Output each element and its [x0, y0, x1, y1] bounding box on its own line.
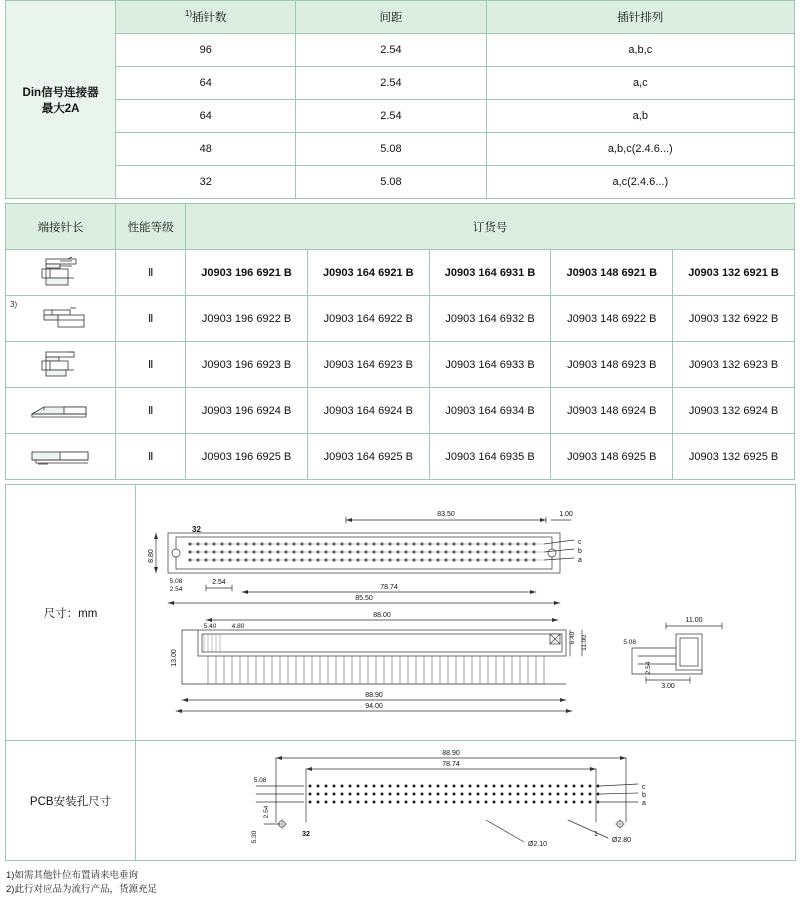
cell-grade: Ⅱ — [116, 250, 186, 296]
table-row — [6, 133, 795, 166]
order-number-table — [5, 203, 795, 480]
svg-text:Ø2.10: Ø2.10 — [527, 840, 547, 848]
svg-text:2.54: 2.54 — [262, 805, 270, 818]
cell-grade: Ⅱ — [116, 342, 186, 388]
cell-grade: Ⅱ — [116, 388, 186, 434]
svg-text:8.80: 8.80 — [147, 548, 155, 563]
spec-row-label — [6, 1, 116, 199]
cell-part-number: J0903 196 6925 B — [186, 434, 308, 480]
cell-part-number: J0903 164 6931 B — [429, 250, 551, 296]
cell-part-number: J0903 196 6924 B — [186, 388, 308, 434]
dimension-drawing-row — [6, 485, 796, 741]
cell-grade: Ⅱ — [116, 434, 186, 480]
header-footnote-mark: 1) — [184, 9, 193, 19]
svg-text:a: a — [641, 799, 646, 807]
svg-text:88.90: 88.90 — [364, 691, 383, 699]
cell-pitch: 2.54 — [296, 100, 486, 133]
cell-part-number: J0903 164 6922 B — [307, 296, 429, 342]
pcb-hole-pattern-svg — [156, 742, 776, 860]
header-pins-label: 插针数 — [192, 12, 227, 24]
svg-text:3.00: 3.00 — [660, 682, 675, 690]
cell-part-number: J0903 164 6934 B — [429, 388, 551, 434]
table-row — [6, 296, 795, 342]
svg-text:c: c — [641, 783, 645, 791]
connector-dimension-svg — [146, 488, 786, 738]
cell-part-number: J0903 196 6921 B — [186, 250, 308, 296]
svg-text:32: 32 — [301, 830, 310, 838]
cell-pins: 64 — [116, 100, 296, 133]
svg-text:c: c — [577, 538, 581, 546]
cell-pins: 96 — [116, 34, 296, 67]
svg-text:2.54: 2.54 — [644, 661, 652, 674]
cell-part-number: J0903 164 6933 B — [429, 342, 551, 388]
svg-text:a: a — [577, 556, 582, 564]
table-row — [6, 34, 795, 67]
table-header-row — [6, 1, 795, 34]
pcb-drawing — [136, 741, 796, 861]
cell-part-number: J0903 132 6923 B — [673, 342, 795, 388]
table-row — [6, 434, 795, 480]
cell-pitch: 5.08 — [296, 133, 486, 166]
spec-table — [5, 0, 795, 199]
header-pitch: 间距 — [296, 1, 486, 34]
svg-text:94.00: 94.00 — [364, 702, 383, 710]
cell-pins: 64 — [116, 67, 296, 100]
table-row — [6, 342, 795, 388]
cell-part-number: J0903 148 6925 B — [551, 434, 673, 480]
svg-text:b: b — [577, 547, 582, 555]
table-row — [6, 388, 795, 434]
spec-row-label-line2: 最大2A — [41, 102, 80, 115]
table-header-row — [6, 204, 795, 250]
terminal-type-1-icon — [6, 250, 116, 296]
cell-part-number: J0903 164 6924 B — [307, 388, 429, 434]
svg-text:5.08: 5.08 — [622, 638, 636, 646]
pcb-label: PCB安装孔尺寸 — [6, 741, 136, 861]
cell-part-number: J0903 148 6923 B — [551, 342, 673, 388]
dimension-drawing — [136, 485, 796, 741]
cell-part-number: J0903 164 6935 B — [429, 434, 551, 480]
cell-arrangement: a,b,c — [486, 34, 794, 67]
svg-text:88.90: 88.90 — [441, 749, 460, 757]
svg-text:32: 32 — [191, 524, 201, 534]
terminal-type-2-icon — [6, 296, 116, 342]
dimension-label: 尺寸：mm — [6, 485, 136, 741]
header-termination: 端接针长 — [6, 204, 116, 250]
svg-text:5.08: 5.08 — [253, 776, 266, 784]
cell-pins: 48 — [116, 133, 296, 166]
header-grade: 性能等级 — [116, 204, 186, 250]
cell-part-number: J0903 132 6922 B — [673, 296, 795, 342]
cell-part-number: J0903 196 6922 B — [186, 296, 308, 342]
svg-text:2.54: 2.54 — [211, 578, 226, 586]
svg-text:78.74: 78.74 — [379, 583, 398, 591]
cell-part-number: J0903 164 6932 B — [429, 296, 551, 342]
footnote-1: 1)如需其他针位布置请来电垂询 — [6, 870, 138, 881]
spec-row-label-line1: Din信号连接器 — [22, 86, 99, 99]
svg-text:13.00: 13.00 — [170, 648, 178, 667]
cell-part-number: J0903 196 6923 B — [186, 342, 308, 388]
cell-part-number: J0903 164 6925 B — [307, 434, 429, 480]
cell-arrangement: a,c — [486, 67, 794, 100]
header-order-no: 订货号 — [186, 204, 795, 250]
cell-arrangement: a,c(2.4.6...) — [486, 166, 794, 199]
cell-arrangement: a,b,c(2.4.6...) — [486, 133, 794, 166]
cell-part-number: J0903 148 6924 B — [551, 388, 673, 434]
terminal-type-3-icon — [6, 342, 116, 388]
svg-text:88.00: 88.00 — [372, 611, 391, 619]
table-row — [6, 250, 795, 296]
cell-pins: 32 — [116, 166, 296, 199]
cell-arrangement: a,b — [486, 100, 794, 133]
pcb-drawing-row — [6, 741, 796, 861]
svg-text:83.50: 83.50 — [436, 510, 455, 518]
svg-text:78.74: 78.74 — [441, 760, 460, 768]
cell-pitch: 2.54 — [296, 34, 486, 67]
cell-pitch: 2.54 — [296, 67, 486, 100]
svg-text:2.54: 2.54 — [169, 585, 182, 593]
table-row — [6, 67, 795, 100]
svg-text:1.00: 1.00 — [558, 510, 573, 518]
svg-text:11.00: 11.00 — [580, 634, 588, 651]
svg-text:5.08: 5.08 — [169, 577, 182, 585]
order-table-footnote-mark: 3) — [10, 300, 18, 309]
header-arrangement: 插针排列 — [486, 1, 794, 34]
footnotes — [6, 869, 800, 898]
footnote-2: 2)此行对应品为流行产品，货源充足 — [6, 884, 157, 896]
svg-text:4.80: 4.80 — [231, 622, 244, 630]
cell-part-number: J0903 132 6925 B — [673, 434, 795, 480]
cell-part-number: J0903 148 6921 B — [551, 250, 673, 296]
svg-text:5.30: 5.30 — [250, 830, 258, 843]
cell-part-number: J0903 164 6921 B — [307, 250, 429, 296]
svg-text:5.40: 5.40 — [203, 622, 216, 630]
terminal-type-4-icon — [6, 388, 116, 434]
cell-pitch: 5.08 — [296, 166, 486, 199]
terminal-type-5-icon — [6, 434, 116, 480]
cell-part-number: J0903 132 6921 B — [673, 250, 795, 296]
svg-text:11.00: 11.00 — [685, 616, 702, 624]
svg-text:Ø2.80: Ø2.80 — [611, 836, 631, 844]
cell-part-number: J0903 164 6923 B — [307, 342, 429, 388]
cell-part-number: J0903 148 6922 B — [551, 296, 673, 342]
svg-text:85.50: 85.50 — [354, 594, 373, 602]
drawing-table — [5, 484, 796, 861]
svg-text:1: 1 — [593, 830, 598, 838]
svg-text:b: b — [641, 791, 646, 799]
table-row — [6, 166, 795, 199]
header-pins — [116, 1, 296, 34]
cell-grade: Ⅱ — [116, 296, 186, 342]
cell-part-number: J0903 132 6924 B — [673, 388, 795, 434]
svg-text:6.40: 6.40 — [568, 631, 576, 644]
table-row — [6, 100, 795, 133]
